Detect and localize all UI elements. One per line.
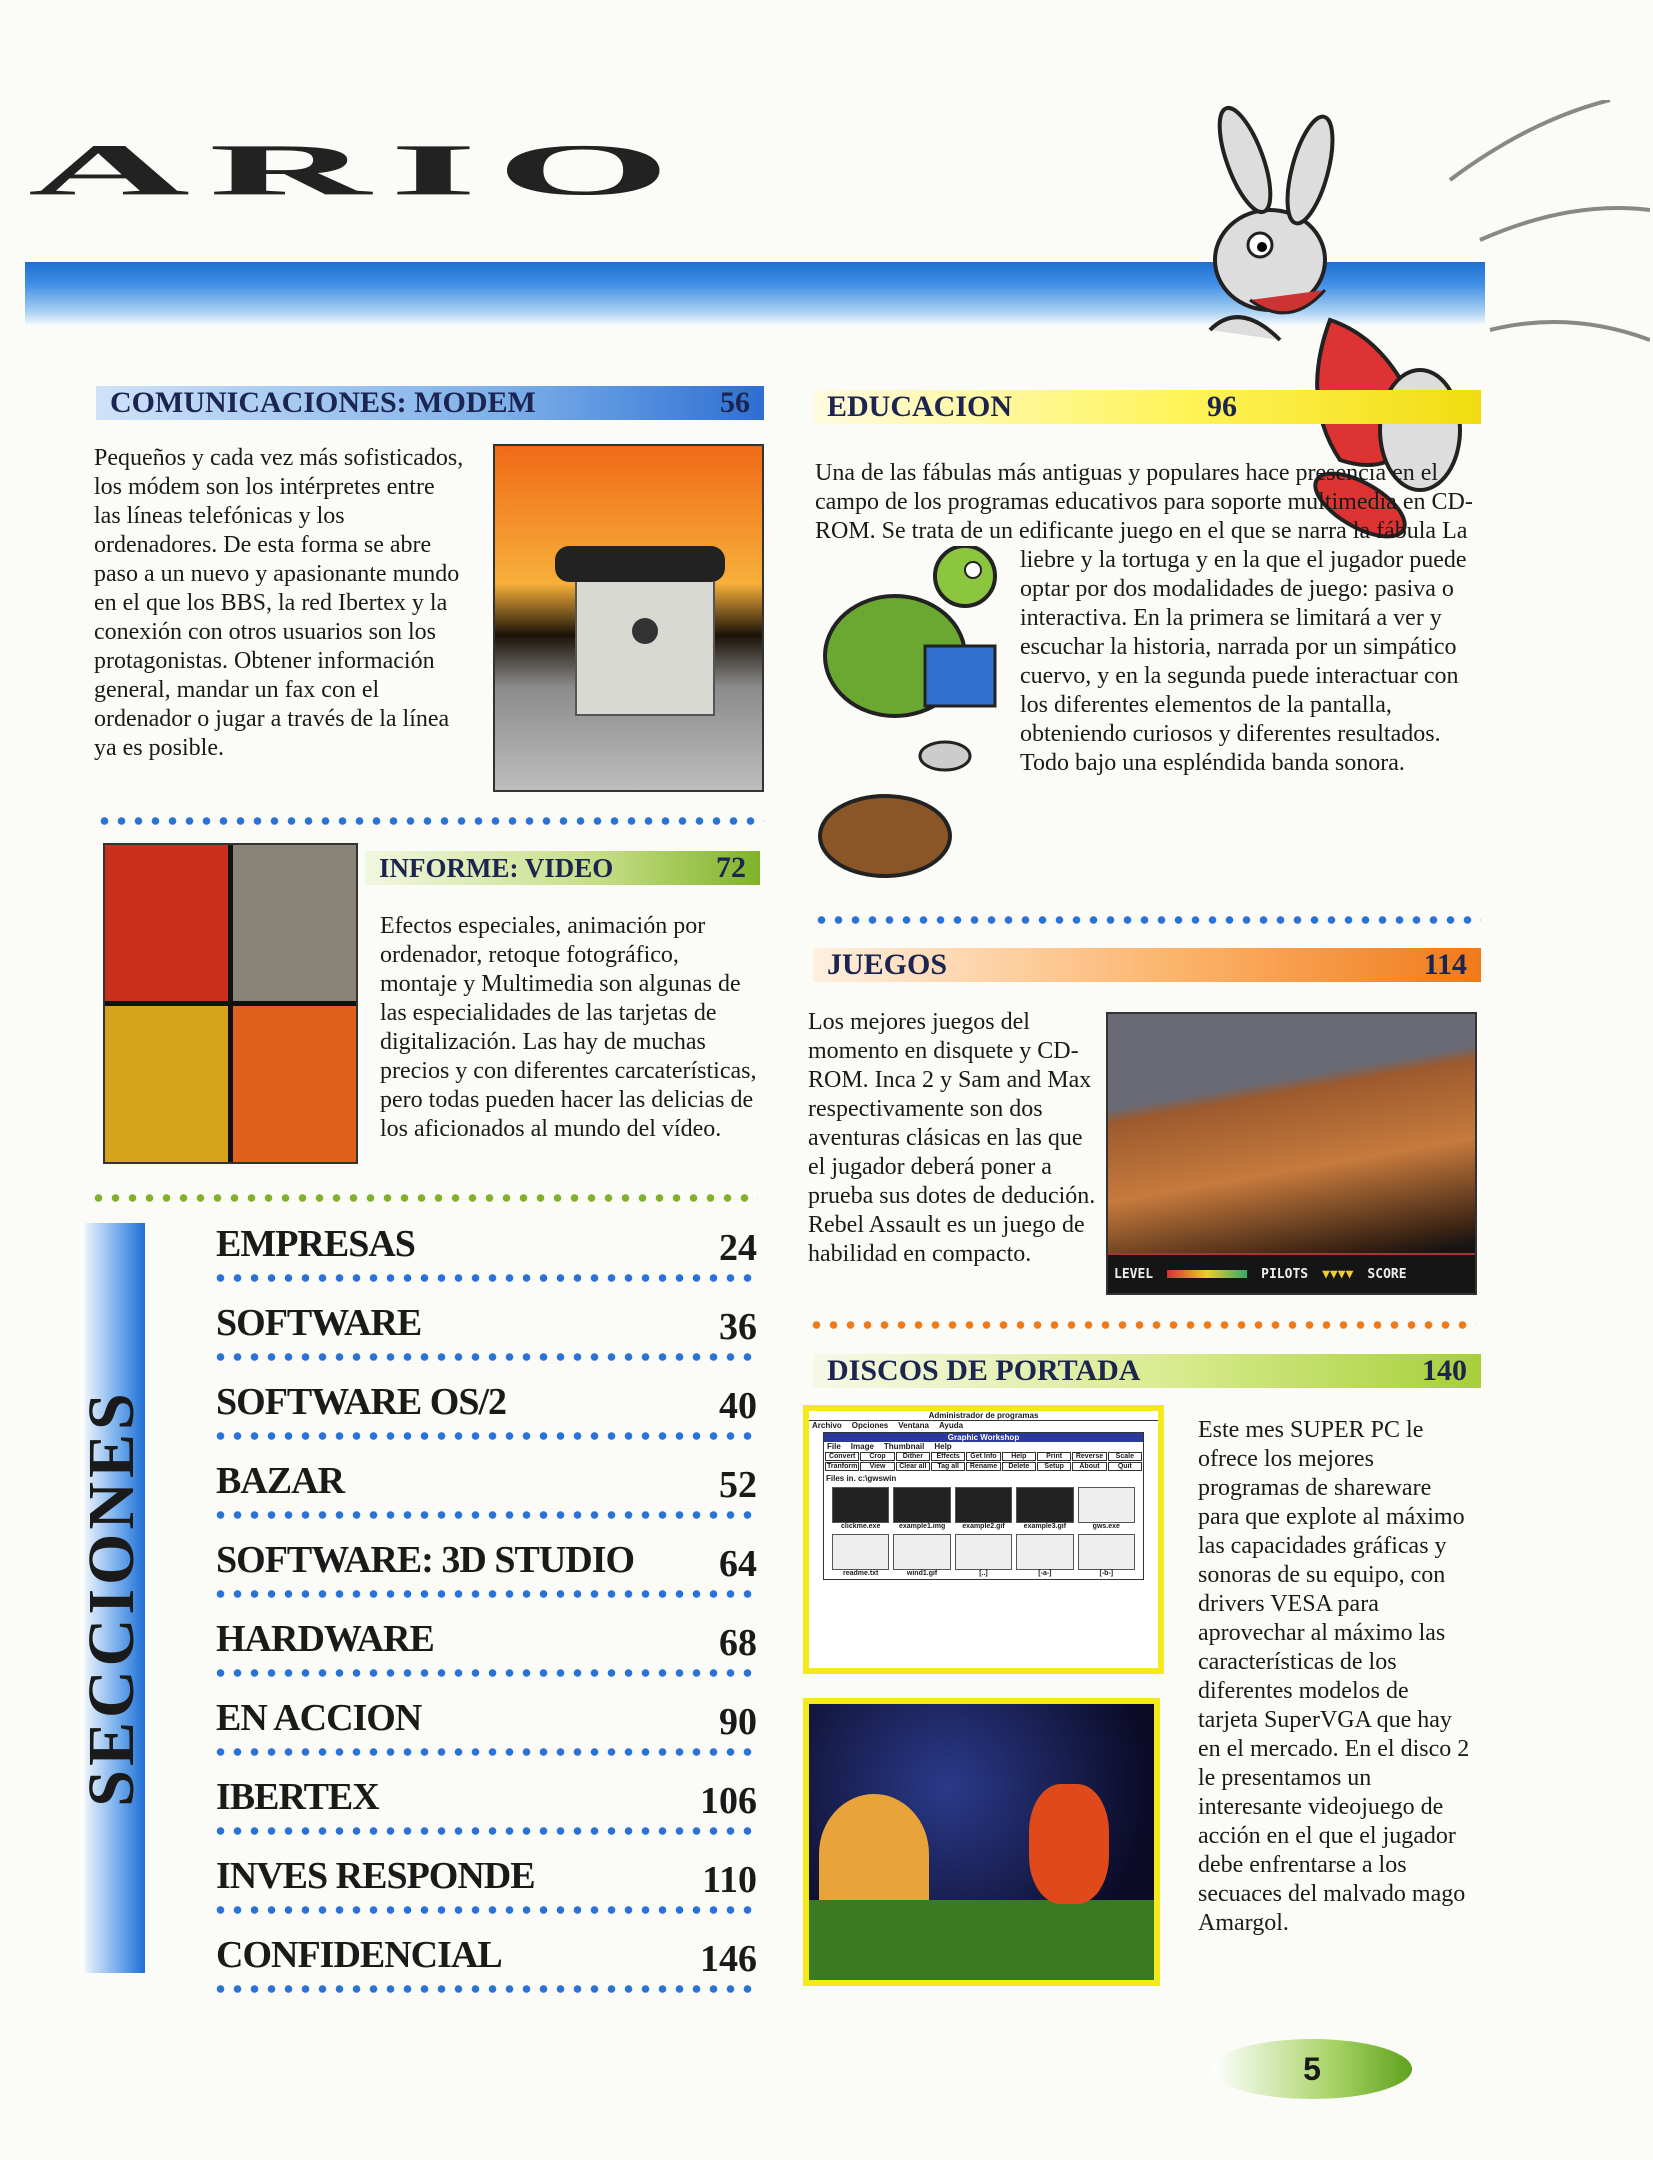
section-page: 96 xyxy=(1207,390,1237,423)
section-link-label: SOFTWARE xyxy=(216,1302,422,1344)
dotted-divider xyxy=(212,1511,757,1519)
section-title: EDUCACION xyxy=(827,390,1013,423)
section-link-page: 52 xyxy=(719,1464,757,1506)
dotted-divider xyxy=(212,1432,757,1440)
window-title: Graphic Workshop xyxy=(824,1433,1143,1442)
ground xyxy=(809,1900,1154,1980)
toolbar-button: Setup xyxy=(1037,1462,1071,1471)
monster xyxy=(1029,1784,1109,1904)
file-thumbnail xyxy=(955,1487,1012,1530)
dotted-divider xyxy=(212,1748,757,1756)
window-menu xyxy=(824,1442,1143,1451)
section-header-comunicaciones[interactable] xyxy=(96,386,764,420)
section-title: COMUNICACIONES: MODEM xyxy=(110,386,536,419)
file-thumbnail xyxy=(955,1534,1012,1577)
turtle-illustration xyxy=(815,546,1020,891)
section-link-page: 40 xyxy=(719,1385,757,1427)
menu-item: Ventana xyxy=(898,1421,929,1430)
dotted-divider xyxy=(96,817,764,825)
file-thumbnail xyxy=(1016,1487,1073,1530)
section-link-page: 90 xyxy=(719,1701,757,1743)
educacion-article-text: Una de las fábulas más antiguas y populares hace presencia en el campo de los programas educativos para soporte multimedia en CD-ROM. Se trata de un edificante juego en el que se narra la fábula La liebre y la tortuga y en la que el jugador puede optar por dos modalidades de juego: pasiva o interactiva. En la primera se limitará a ver y escuchar la historia, narrada por un simpático cuervo, y en la segunda puede interactuar con los diferentes elementos de la pantalla, obteniendo curiosos y diferentes resultados. Todo bajo una espléndida banda sonora. xyxy=(815,460,1473,776)
discos-article-text: Este mes SUPER PC le ofrece los mejores programas de shareware para que explote al máximo las capacidades gráficas y sonoras de su equipo, con drivers VESA para aprovechar al máximo las características de los diferentes modelos de tarjeta SuperVGA que hay en el mercado. En el disco 2 le presentamos un interesante videojuego de acción en el que el jugador debe enfrentarse a los secuaces del malvado mago Amargol. xyxy=(1198,1417,1470,1936)
section-link-label: INVES RESPONDE xyxy=(216,1855,535,1897)
dotted-divider xyxy=(212,1274,757,1282)
section-page: 140 xyxy=(1422,1354,1467,1387)
menu-item: Help xyxy=(934,1442,952,1451)
dotted-divider xyxy=(90,1194,758,1202)
toolbar-button: View xyxy=(860,1462,894,1471)
file-name: example2.gif xyxy=(962,1523,1005,1530)
section-link-label: SOFTWARE: 3D STUDIO xyxy=(216,1539,635,1581)
file-name: gws.exe xyxy=(1092,1523,1120,1530)
toolbar-button: Tranform xyxy=(826,1463,858,1470)
graphic-workshop-screenshot xyxy=(803,1405,1164,1674)
section-link[interactable] xyxy=(212,1380,757,1459)
menu-item: Ayuda xyxy=(938,1421,964,1430)
educacion-article xyxy=(815,459,1485,891)
section-header-juegos[interactable] xyxy=(813,948,1481,982)
dotted-divider xyxy=(212,1985,757,1993)
section-link-label: BAZAR xyxy=(216,1460,345,1502)
file-thumbnail xyxy=(1016,1534,1073,1577)
hut xyxy=(819,1794,929,1914)
section-title: INFORME: VIDEO xyxy=(379,852,614,883)
dotted-divider xyxy=(808,1321,1476,1329)
file-thumbnail xyxy=(893,1534,950,1577)
section-page: 56 xyxy=(720,386,750,419)
page-title: ARIO xyxy=(28,129,690,211)
dotted-divider xyxy=(212,1353,757,1361)
menu-item: Archivo xyxy=(812,1421,842,1430)
folder-label: Files in. c:\gwswin xyxy=(826,1474,897,1483)
section-page: 114 xyxy=(1423,948,1467,981)
toolbar-button: Crop xyxy=(860,1452,894,1461)
toolbar-button: Dither xyxy=(896,1452,930,1461)
toolbar-button: Effects xyxy=(931,1452,965,1461)
section-link-page: 106 xyxy=(700,1780,757,1822)
section-link-label: HARDWARE xyxy=(216,1618,434,1660)
section-header-informe-video[interactable] xyxy=(365,851,760,885)
section-link-page: 68 xyxy=(719,1622,757,1664)
file-name: readme.txt xyxy=(842,1570,879,1577)
toolbar-button: Scale xyxy=(1108,1452,1142,1461)
amargol-game-screenshot xyxy=(803,1698,1160,1986)
dotted-divider xyxy=(212,1669,757,1677)
file-name: wind1.gif xyxy=(906,1570,938,1577)
file-thumbnail xyxy=(893,1487,950,1530)
hud-score-label: SCORE xyxy=(1367,1266,1407,1282)
file-name: [..] xyxy=(979,1570,988,1577)
file-thumbnail xyxy=(832,1487,889,1530)
section-link[interactable] xyxy=(212,1696,757,1775)
file-thumbnail xyxy=(832,1534,889,1577)
section-link-page: 36 xyxy=(719,1306,757,1348)
section-link[interactable] xyxy=(212,1617,757,1696)
menu-item: File xyxy=(827,1442,841,1451)
toolbar-button: About xyxy=(1072,1462,1106,1471)
file-thumbnail xyxy=(1078,1534,1135,1577)
section-page: 72 xyxy=(716,851,746,884)
modem-article-text: Pequeños y cada vez más sofisticados, los módem son los intérpretes entre las líneas telefónicas y los ordenadores. De esta forma se abre paso a un nuevo y apasionante mundo en el que los BBS, la red Ibertex y la conexión con otros usuarios son los protagonistas. Obtener información general, mandar un fax con el ordenador o jugar a través de la línea ya es posible. xyxy=(94,445,464,761)
page-number: 5 xyxy=(1212,2039,1412,2099)
section-link[interactable] xyxy=(212,1933,757,2012)
toolbar xyxy=(824,1451,1143,1472)
hud-pilots-label: PILOTS xyxy=(1261,1266,1309,1282)
toolbar-button: Clear all xyxy=(896,1462,930,1471)
toolbar-button: Print xyxy=(1037,1452,1071,1461)
toolbar-button: Help xyxy=(1002,1452,1036,1461)
section-link-page: 110 xyxy=(702,1859,757,1901)
section-link-label: EMPRESAS xyxy=(216,1223,415,1265)
rebel-assault-screenshot xyxy=(1106,1012,1477,1295)
section-link-page: 24 xyxy=(719,1227,757,1269)
section-link-label: SOFTWARE OS/2 xyxy=(216,1381,507,1423)
level-bar xyxy=(1167,1270,1247,1278)
section-link-page: 64 xyxy=(719,1543,757,1585)
hud-level-label: LEVEL xyxy=(1114,1266,1154,1282)
section-title: JUEGOS xyxy=(827,948,948,981)
section-header-educacion[interactable] xyxy=(813,390,1481,424)
outer-menu xyxy=(809,1421,1158,1430)
file-name: [-b-] xyxy=(1099,1570,1114,1577)
juegos-article-text: Los mejores juegos del momento en disquete y CD-ROM. Inca 2 y Sam and Max respectivamente son dos aventuras clásicas en las que el jugador deberá poner a prueba sus dotes de dedución. Rebel Assault es un juego de habilidad en compacto. xyxy=(808,1009,1096,1267)
section-link-label: EN ACCION xyxy=(216,1697,422,1739)
toolbar-button: Reverse xyxy=(1072,1452,1106,1461)
section-link[interactable] xyxy=(212,1459,757,1538)
pilot-icons: ▼▼▼▼ xyxy=(1322,1266,1354,1282)
section-header-discos[interactable] xyxy=(813,1354,1481,1388)
secciones-label: SECCIONES xyxy=(75,1389,148,1807)
section-link[interactable] xyxy=(212,1222,757,1301)
game-hud xyxy=(1108,1253,1475,1293)
file-name: [-a-] xyxy=(1038,1570,1052,1577)
modem-telephone-photo xyxy=(493,444,764,792)
section-link-label: CONFIDENCIAL xyxy=(216,1934,502,1976)
section-link[interactable] xyxy=(212,1538,757,1617)
video-faces-photo xyxy=(103,843,358,1164)
dotted-divider xyxy=(813,916,1481,924)
file-name: example1.img xyxy=(898,1523,946,1530)
toolbar-button: Rename xyxy=(966,1462,1000,1471)
menu-item: Image xyxy=(850,1442,874,1451)
dotted-divider xyxy=(212,1906,757,1914)
file-grid xyxy=(824,1485,1143,1579)
file-name: clickme.exe xyxy=(841,1523,881,1530)
dotted-divider xyxy=(212,1590,757,1598)
video-article-text: Efectos especiales, animación por ordenador, retoque fotográfico, montaje y Multimedia son algunas de las especialidades de las tarjetas de digitalización. Las hay de muchas precios y con diferentes carcaterísticas, pero todas pueden hacer las delicias de los aficionados al mundo del vídeo. xyxy=(380,913,757,1142)
section-link[interactable] xyxy=(212,1775,757,1854)
toolbar-button: Tag all xyxy=(931,1462,965,1471)
outer-window-title: Administrador de programas xyxy=(809,1411,1158,1421)
section-link-label: IBERTEX xyxy=(216,1776,379,1818)
floppy-disk-phone xyxy=(575,566,715,716)
menu-item: Thumbnail xyxy=(883,1442,925,1451)
menu-item: Opciones xyxy=(851,1421,889,1430)
section-link[interactable] xyxy=(212,1301,757,1380)
file-thumbnail xyxy=(1078,1487,1135,1530)
file-name: example3.gif xyxy=(1023,1523,1067,1530)
section-link-page: 146 xyxy=(700,1938,757,1980)
toolbar-button: Get Info xyxy=(966,1452,1000,1461)
toolbar-button: Convert xyxy=(825,1452,859,1461)
section-link[interactable] xyxy=(212,1854,757,1933)
toolbar-button: Quit xyxy=(1108,1462,1142,1471)
toolbar-button: Delete xyxy=(1002,1462,1036,1471)
section-title: DISCOS DE PORTADA xyxy=(827,1354,1141,1387)
dotted-divider xyxy=(212,1827,757,1835)
